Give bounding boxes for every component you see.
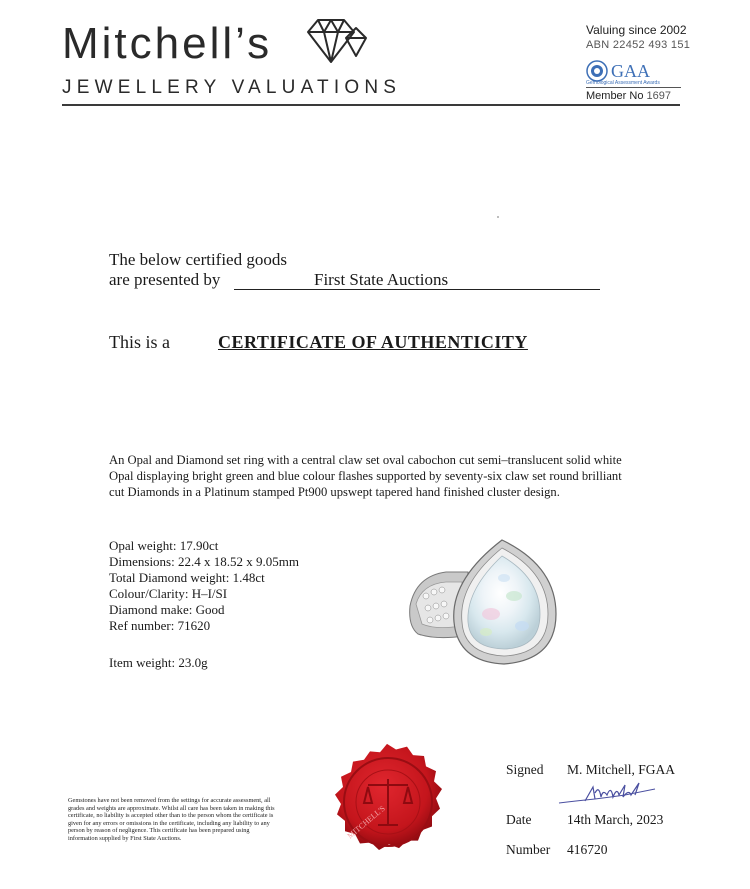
presenter-name: First State Auctions (314, 270, 449, 289)
date-label: Date (506, 812, 532, 827)
spec-colour-clarity: Colour/Clarity: H–I/SI (109, 586, 228, 601)
number-label: Number (506, 842, 551, 857)
member-divider (586, 87, 681, 88)
spec-list (109, 538, 299, 634)
seal-text: MITCHELL'S (345, 803, 387, 841)
brand-name: Mitchell’s (62, 19, 273, 68)
number-value: 416720 (567, 842, 608, 857)
valuing-since: Valuing since 2002 (586, 23, 687, 37)
abn-number: ABN 22452 493 151 (586, 39, 691, 51)
date-value: 14th March, 2023 (567, 812, 664, 827)
certificate-prefix: This is a (109, 332, 170, 352)
diamond-logo-icon (300, 16, 370, 66)
spec-diamond-make: Diamond make: Good (109, 602, 225, 617)
signed-label: Signed (506, 762, 544, 777)
ring-photo (406, 536, 568, 668)
gaa-tagline: Gemological Assessment Awards (586, 80, 660, 86)
handwritten-signature (555, 779, 665, 809)
member-label: Member No (586, 90, 644, 102)
signed-value: M. Mitchell, FGAA (567, 762, 675, 777)
wax-seal-icon (312, 727, 462, 877)
disclaimer-text: Gemstones have not been removed from the settings for accurate assessment, all grades and weights are approximate. Whilst all care has been taken in making this certificate, no liability is accepted other than to the person whom the certificate is given for any errors or omissions in the certificate, including any liability to any person by reason of negligence. This certificate has been prepared using information supplied by First State Auctions. (68, 797, 275, 842)
header-divider (62, 104, 680, 106)
item-description: An Opal and Diamond set ring with a central claw set oval cabochon cut semi–translucent solid white Opal displaying bright green and blue colour flashes supported by seventy-six claw set round brilliant cut Diamonds in a Platinum stamped Pt900 upswept tapered hand finished cluster design. (109, 453, 622, 499)
spec-dimensions: Dimensions: 22.4 x 18.52 x 9.05mm (109, 554, 299, 569)
spec-diamond-weight: Total Diamond weight: 1.48ct (109, 570, 265, 585)
gaa-logo-text: GAA (611, 60, 650, 81)
certificate-title: CERTIFICATE OF AUTHENTICITY (218, 332, 528, 352)
brand-subtitle: JEWELLERY VALUATIONS (62, 77, 402, 98)
gaa-emblem-icon (586, 60, 608, 82)
member-value: 1697 (646, 90, 672, 102)
intro-line-1: The below certified goods (109, 250, 287, 269)
item-weight: Item weight: 23.0g (109, 655, 208, 670)
spec-opal-weight: Opal weight: 17.90ct (109, 538, 219, 553)
member-number (586, 90, 671, 102)
spec-ref-number: Ref number: 71620 (109, 618, 211, 633)
speck (497, 216, 499, 218)
intro-line-2: are presented by (109, 270, 221, 289)
